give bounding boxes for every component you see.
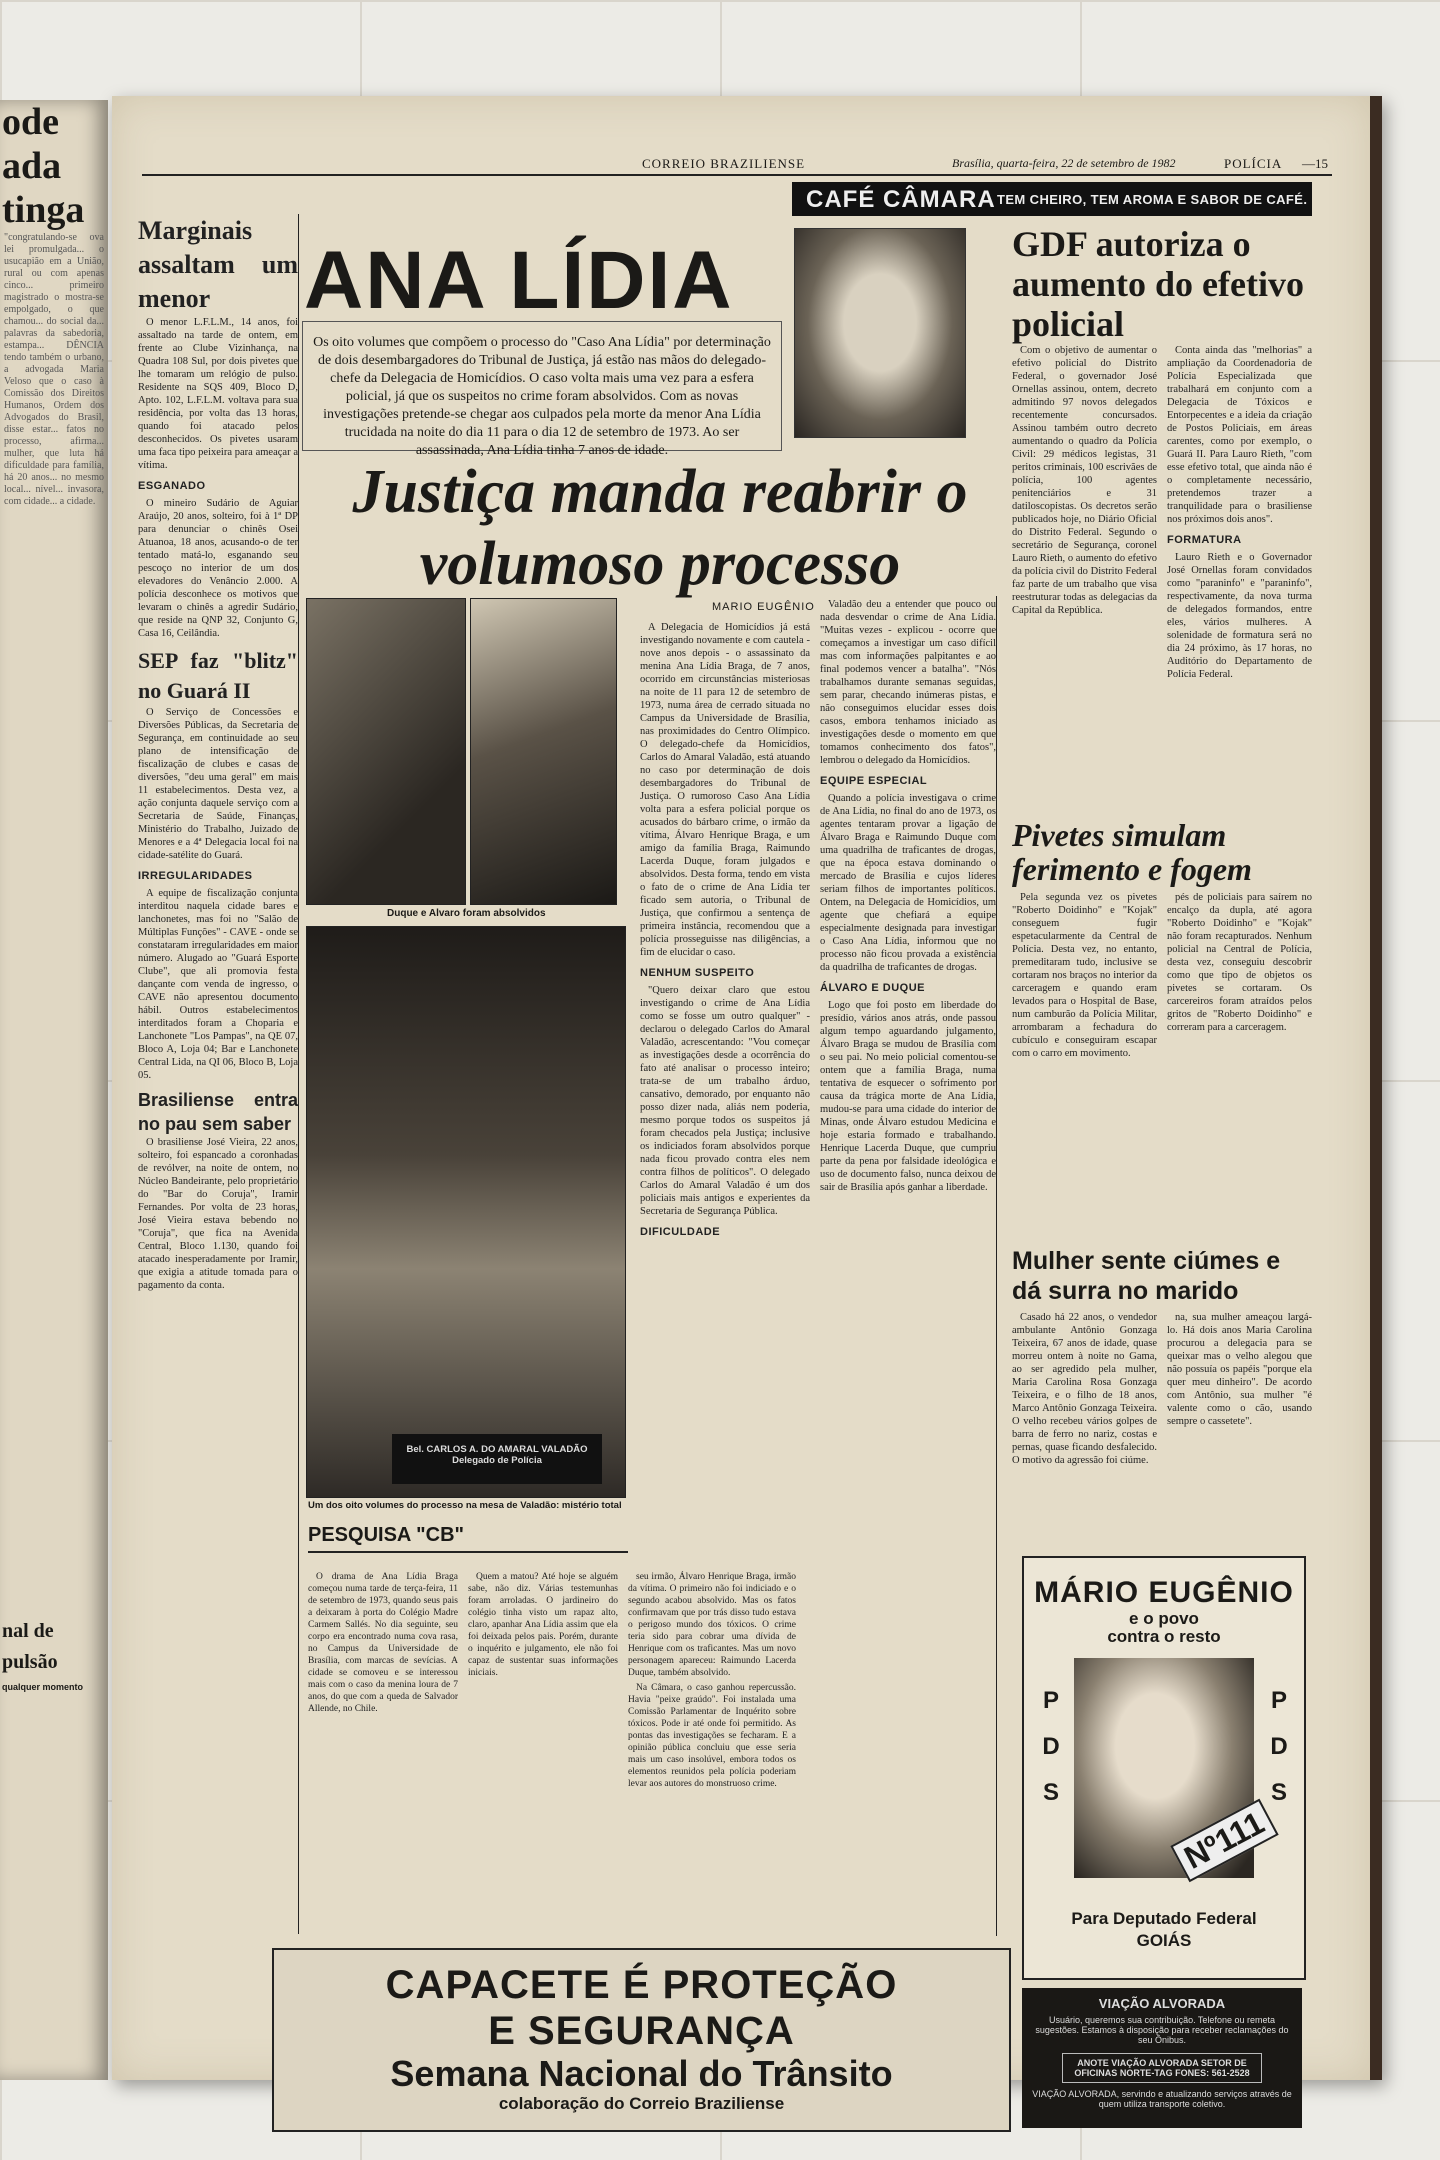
main-box-border (996, 596, 997, 1936)
main-column-2 (820, 598, 996, 1918)
article-esganado-text: O mineiro Sudário de Aguiar Araújo, 20 anos, solteiro, foi à 1ª DP para denunciar o chinês Osei Atuanoa, 18 anos, acusando-o de ter tentado matá-lo, esganando seu pescoço no interior de um dos elevadores do Venâncio 2.000. A polícia desconhece os motivos que levaram o chinês a agredir Sudário, que reside na QNP 32, Conjunto G, Casa 16, Ceilândia. (138, 498, 298, 639)
viacao-footer: VIAÇÃO ALVORADA, servindo e atualizando serviços através de quem utiliza transporte coletivo. (1032, 2089, 1292, 2109)
subhead-esganado: ESGANADO (138, 480, 206, 492)
headline-gdf-autoriza: GDF autoriza o aumento do efetivo policial (1012, 224, 1304, 344)
main-body-5: Logo que foi posto em liberdade do presídio, vários anos atrás, onde passou algum tempo aguardando julgamento, Álvaro Braga se mudou de Brasília com o seu pai. No meio policial comentou-se ontem que a família Braga, numa tentativa de esquecer o sofrimento por causa da trágica morte de Ana Lídia, mudou-se para uma cidade do interior de Minas, onde Álvaro estudou Medicina e hoje estaria formado e trabalhando. Henrique Lacerda Duque, que cumpriu parte da pena por falsidade ideológica e uso de documento falso, nunca deixou de sair de Brasília após ganhar a liberdade. (820, 1000, 996, 1193)
party-letter: S (1042, 1779, 1059, 1806)
subhead-irregularidades: IRREGULARIDADES (138, 870, 253, 882)
subhead-alvaro-duque: ÁLVARO E DUQUE (820, 982, 925, 994)
masthead (142, 154, 1332, 176)
pivetes-text-2: pés de policiais para saírem no encalço da dupla, até agora "Roberto Doidinho" e "Kojak" não foram recapturados. Nenhum policial na Central de Polícia, desta vez, conseguiu descobrir como que tipo de objetos os pivetes se cortaram. Os carcereiros foram atraídos pelos gritos de "Roberto Doidinho" e correram para a carceragem. (1167, 892, 1312, 1033)
pesquisa-col-2 (468, 1571, 618, 1911)
pesquisa-cb-title: PESQUISA "CB" (308, 1524, 465, 1546)
left-heading-1: ode (2, 101, 59, 143)
candidate-number: Nº111 (1170, 1799, 1278, 1882)
headline-pivetes: Pivetes simulam ferimento e fogem (1012, 817, 1252, 887)
adjacent-left-page (0, 100, 108, 2080)
pesquisa-text-2: Quem a matou? Até hoje se alguém sabe, não diz. Várias testemunhas foram arroladas. O jardineiro do colégio tinha visto um rapaz alto, claro, apanhar Ana Lídia assim que ela foi deixada pelos pais. Porém, durante o inquérito e julgamento, ele não foi capaz de sustentar suas informações iniciais. (468, 1572, 618, 1678)
column-rule-left (298, 214, 299, 1934)
viacao-box: ANOTE VIAÇÃO ALVORADA SETOR DE OFICINAS NORTE-TAG FONES: 561-2528 (1062, 2053, 1262, 2083)
candidate-tagline-1: e o povo (1129, 1609, 1199, 1628)
section-name: POLÍCIA (1224, 156, 1283, 171)
viacao-title: VIAÇÃO ALVORADA (1098, 1996, 1226, 2011)
party-letter: P (1270, 1687, 1287, 1714)
capacete-line-3: Semana Nacional do Trânsito (390, 2053, 893, 2094)
subhead-dificuldade: DIFICULDADE (640, 1226, 721, 1238)
capacete-line-2: E SEGURANÇA (488, 2009, 795, 2053)
pesquisa-col-1 (308, 1571, 458, 1911)
photo-processo-volumes (306, 926, 626, 1498)
candidate-office (1024, 1908, 1304, 1952)
capacete-line-4: colaboração do Correio Braziliense (498, 2094, 785, 2113)
main-headline: Justiça manda reabrir o volumoso processo (352, 458, 968, 598)
gdf-text-3: Lauro Rieth e o Governador José Ornellas foram convidados como "paraninfo" e "paraninfo", respectivamente, da nova turma de delegados formandos, entre eles, vários mulheres. A solenidade de formatura será no dia 24 próximo, às 17 horas, no Auditório do Departamento de Polícia Federal. (1167, 552, 1312, 680)
gdf-text-1: Com o objetivo de aumentar o efetivo policial do Distrito Federal, o governador José Ornellas assinou, ontem, decreto admitindo 97 novos delegados recentemente concursados. Assinou também outro decreto aumentando o quadro da Polícia Civil: 29 médicos legistas, 31 peritos criminais, 100 escrivães de polícia, 100 agentes penitenciários e 31 datiloscopistas. Os decretos serão publicados hoje, no Diário Oficial do Distrito Federal. Segundo o secretário de Segurança, coronel Lauro Rieth, o aumento do efetivo da polícia civil do Distrito Federal faz parte de um trabalho que visa reestruturar todas as delegacias da Capital da República. (1012, 345, 1157, 616)
main-body-4: Quando a polícia investigava o crime de Ana Lídia, no final do ano de 1973, os agentes tentaram provar a ligação de Álvaro Braga e Raimundo Duque com uma quadrilha de traficantes de drogas, que na época estava dominando o mercado de Brasília e cujos líderes seriam filhos de importantes políticos. Ontem, na Delegacia de Homicídios, um agente que chefiará a equipe especialmente designada para investigar o Caso Ana Lídia, informou que no processo não ficou provada a existência da quadrilha de traficantes de drogas. (820, 793, 996, 973)
right-pivetes-col-1 (1012, 891, 1157, 1241)
article-irregularidades-text: A equipe de fiscalização conjunta interditou naquela cidade bares e lanchonetes, mas foi no "Salão de Múltiplas Funções" - CAVE - onde se constataram irregularidades em maior número. Alugado ao "Guará Esporte Clube", que ali promovia festa dançante com venda de ingresso, o CAVE não apresentou documento hábil. Outros estabelecimentos interditados foram a Choparia e Lanchonete "Los Pampas", na QE 07, Bloco A, Loja 04; Bar e Lanchonete Central Lida, na QI 06, Bloco B, Loja 05. (138, 888, 298, 1081)
subhead-formatura: FORMATURA (1167, 534, 1242, 546)
mulher-text-2: na, sua mulher ameaçou largá-lo. Há dois anos Maria Carolina procurou a delegacia para se queixar mas o velho alegou que não possuía os papéis "porque ela quer meu dinheiro". De acordo com Antônio, sua mulher "é valente como o cão, usando sempre o cassetete". (1167, 1312, 1312, 1427)
subhead-nenhum-suspeito: NENHUM SUSPEITO (640, 967, 755, 979)
right-gdf-col-2 (1167, 344, 1312, 814)
main-body-3: Valadão deu a entender que pouco ou nada desvendar o crime de Ana Lídia. "Muitas vezes - explicou - ocorre que começamos a investigar um caso difícil mas com informações palpitantes e ao final podemos vencer a batalha". "Nós trabalhamos durante semanas seguidas, sem parar, checando inúmeras pistas, e não conseguimos elucidar esses dois casos, embora tenhamos iniciado as investigações desde o momento em que tomamos conhecimento dos fatos", lembrou o delegado da Homicídios. (820, 599, 996, 766)
intro-box: Os oito volumes que compõem o processo do "Caso Ana Lídia" por determinação de dois desembargadores do Tribunal de Justiça, já estão nas mãos do delegado-chefe da Delegacia de Homicídios. O caso volta mais uma vez para a esfera policial, já que os suspeitos no crime foram absolvidos. Com as novas investigações pretende-se chegar aos culpados pela morte da menor Ana Lídia trucidada na noite do dia 11 para o dia 12 de setembro de 1973. Ao ser assassinada, Ana Lídia tinha 7 anos de idade. (302, 321, 782, 451)
party-letter: P (1042, 1687, 1059, 1714)
state-line: GOIÁS (1136, 1931, 1192, 1950)
mulher-text-1: Casado há 22 anos, o vendedor ambulante Antônio Gonzaga Teixeira, 67 anos de idade, quase morreu ontem à noite no Gama, ao ser agredido pela mulher, Maria Carolina Rosa Gonzaga Teixeira, e o filho de 18 anos, Marco Antônio Gonzaga Teixeira. O velho recebeu vários golpes de barra de ferro no nariz, costas e pernas, quase ficando desfalecido. O motivo da agressão foi ciúme. (1012, 1312, 1157, 1466)
main-body-1: A Delegacia de Homicídios já está investigando novamente e com cautela - nove anos depois - o assassinato da menina Ana Lídia Braga, de 7 anos, ocorrido em circunstâncias misteriosas na noite de 11 para 12 de setembro de 1973, numa área de cerrado situada no Campus da Universidade de Brasília, nas proximidades do Centro Olímpico. O delegado-chefe da Homicídios, Carlos do Amaral Valadão, está atuando no caso por determinação de dois desembargadores do Tribunal de Justiça. O rumoroso Caso Ana Lídia volta para a esfera policial porque os acusados do bárbaro crime, o irmão da vítima, Álvaro Henrique Braga, e um amigo da família Braga, Raimundo Lacerda Duque, foram julgados e absolvidos. Desta forma, tendo em vista o fato de o crime de Ana Lídia ter ficado sem autoria, o Tribunal de Justiça, que confirmou a sentença de primeira instância, recomendou que a polícia prosseguisse nas diligências, a fim de elucidar o caso. (640, 622, 810, 958)
left-column (138, 214, 298, 2074)
campaign-ad-mario-eugenio (1022, 1556, 1306, 1980)
party-letter: S (1270, 1779, 1287, 1806)
article-brasiliense-text: O brasiliense José Vieira, 22 anos, solteiro, foi espancado a coronhadas de revólver, na noite de ontem, no Núcleo Bandeirante, pelo proprietário do "Bar do Coruja", Iramir Fernandes. Por volta de 23 horas, José Vieira estava bebendo no "Coruja", que fica na Avenida Central, Bloco 1.130, quando foi atacado inesperadamente por Iramir, que exigia a atitude tomada para o pagamento da conta. (138, 1137, 298, 1291)
pesquisa-rule (308, 1551, 628, 1553)
left-page-text: "congratulando-se ova lei promulgada... o usucapião em a União, rural ou com apenas cinco... primeiro magistrado o mostra-se empolgado, o que chamou... do social da... palavras da sabedoria, estampa... DÊNCIA tendo também o urbano, a advogada Maria Veloso que o caso à Comissão dos Direitos Humanos, Ordem dos Advogados do Brasil, disse estar... fatos no processo, afirma... mulher, que luta há dificuldade para família, há 20 anos... no mesmo local... nível... invasora, com cidade... a cidade. (4, 232, 104, 507)
subhead-equipe-especial: EQUIPE ESPECIAL (820, 775, 928, 787)
main-body-2: "Quero deixar claro que estou investigando o crime de Ana Lídia como se fosse um outro qualquer" - declarou o delegado Carlos do Amaral Valadão, acrescentando: "Vou começar as investigações desde a ocorrência do fato até analisar o processo inteiro; trata-se de um trabalho árduo, cansativo, demorado, por enquanto não posso dizer nada, aliás nem poderia, mesmo porque todos os suspeitos já foram checados pela Justiça; inclusive os indiciados foram absolvidos porque nada ficou provado contra eles nem contra filhos de políticos". O delegado Carlos do Amaral Valadão é um dos policiais mais antigos e experientes da Secretaria de Segurança Pública. (640, 985, 810, 1217)
headline-sep-blitz: SEP faz "blitz" no Guará II (138, 648, 298, 703)
party-letter: D (1270, 1733, 1288, 1760)
pesquisa-text-4: Na Câmara, o caso ganhou repercussão. Havia "peixe graúdo". Foi instalada uma Comissão Parlamentar de Inquérito sobre tóxicos. Pode ir até onde foi permitido. As pontas das investigações se fecharam. E a opinião pública concluiu que esse seria mais um caso insolúvel, embora todos os elementos reunidos pela polícia poderiam levar aos autores do monstruoso crime. (628, 1683, 796, 1789)
issue-date: Brasília, quarta-feira, 22 de setembro de 1982 (952, 156, 1176, 170)
pivetes-text-1: Pela segunda vez os pivetes "Roberto Doidinho" e "Kojak" conseguem fugir espetacularmente da Central de Polícia. Desta vez, no entanto, premeditaram tudo, inclusive se cortaram nos braços no interior da carceragem e quando eram levados para o Hospital de Base, num camburão da Polícia Militar, arrombaram a fechadura do cubículo e conseguiram escapar com o carro em movimento. (1012, 892, 1157, 1059)
right-mulher-col-1 (1012, 1311, 1157, 1541)
ana-lidia-portrait (794, 228, 966, 438)
cafe-brand: CAFÉ CÂMARA (806, 186, 996, 213)
candidate-tagline-2: contra o resto (1107, 1627, 1221, 1646)
photo-caption-absolvidos: Duque e Alvaro foram absolvidos (387, 908, 546, 919)
publication-name: CORREIO BRAZILIENSE (642, 156, 806, 171)
viacao-alvorada-ad (1022, 1988, 1302, 2128)
left-heading-2: ada (2, 145, 62, 187)
party-letters-right (1264, 1678, 1294, 1816)
photo-duque (470, 598, 617, 905)
left-heading-3: tinga (2, 189, 85, 231)
article-marginais-text: O menor L.F.L.M., 14 anos, foi assaltado na tarde de ontem, em frente ao Clube Vizinhança, na Quadra 108 Sul, por dois pivetes que lhe tomaram um relógio de pulso. Residente na SQS 409, Bloco D, Apto. 102, L.F.L.M. voltava para sua residência, por volta das 13 horas, quando foi atacado pelos desconhecidos. Os pivetes usaram uma faca tipo peixeira para ameaçar a vítima. (138, 317, 298, 471)
right-mulher-col-2 (1167, 1311, 1312, 1541)
byline: MARIO EUGÊNIO (712, 601, 815, 613)
right-pivetes-col-2 (1167, 891, 1312, 1241)
cafe-slogan: TEM CHEIRO, TEM AROMA E SABOR DE CAFÉ. (997, 192, 1308, 207)
pesquisa-col-3 (628, 1571, 796, 1916)
left-caption: qualquer momento (2, 1682, 84, 1692)
photo-caption-misterio: Um dos oito volumes do processo na mesa de Valadão: mistério total (308, 1500, 622, 1511)
party-letters-left (1036, 1678, 1066, 1816)
photo-alvaro (306, 598, 466, 905)
headline-marginais: Marginais assaltam um menor (138, 216, 298, 313)
party-letter: D (1042, 1733, 1060, 1760)
left-sub-2: pulsão (2, 1651, 58, 1673)
office-line: Para Deputado Federal (1071, 1909, 1257, 1928)
candidate-name: MÁRIO EUGÊNIO (1034, 1576, 1294, 1609)
page-number: —15 (1302, 156, 1328, 171)
right-gdf-col-1 (1012, 344, 1157, 814)
cafe-camara-ad (792, 182, 1312, 216)
pesquisa-text-3: seu irmão, Álvaro Henrique Braga, irmão da vítima. O primeiro não foi indiciado e o segundo acabou absolvido. Mas os fatos confirmavam que por trás disso tudo estava o perigoso mundo dos tóxicos. O crime teria sido para cobrar uma dívida de Henrique com os traficantes. Mas um novo personagem apareceu: Raimundo Lacerda Duque, também absolvido. (628, 1572, 796, 1678)
kicker-ana-lidia: ANA LÍDIA (304, 235, 734, 326)
nameplate-valadao: Bel. CARLOS A. DO AMARAL VALADÃO Delegado de Polícia (392, 1434, 602, 1484)
gdf-text-2: Conta ainda das "melhorias" a ampliação da Coordenadoria de Polícia Especializada que trabalhará em conjunto com a Delegacia de Tóxicos e Entorpecentes e a ideia da criação de Postos Policiais, em áreas carentes, como por exemplo, o Guará II. Para Lauro Rieth, "com esse efetivo total, que ainda não é o completamente necessário, pretendemos trazer a tranquilidade para o brasiliense nos próximos dois anos". (1167, 345, 1312, 525)
capacete-line-1: CAPACETE É PROTEÇÃO (385, 1963, 898, 2007)
capacete-ad (272, 1948, 1011, 2132)
headline-mulher-ciumes: Mulher sente ciúmes e dá surra no marido (1012, 1247, 1281, 1305)
pesquisa-text-1: O drama de Ana Lídia Braga começou numa tarde de terça-feira, 11 de setembro de 1973, quando seus pais a deixaram à porta do Colégio Madre Carmem Sallés. No dia seguinte, seu corpo era encontrado numa cova rasa, no Campus da Universidade de Brasília, com marcas de sevícias. A cidade se comoveu e se interessou mais com o caso da menina loura de 7 anos, do que com a queda de Salvador Allende, no Chile. (308, 1572, 458, 1714)
left-sub-1: nal de (2, 1620, 54, 1642)
newspaper-page (112, 96, 1382, 2113)
viacao-text: Usuário, queremos sua contribuição. Telefone ou remeta sugestões. Estamos à disposição para receber reclamações do seu Ônibus. (1035, 2015, 1289, 2045)
headline-brasiliense: Brasiliense entra no pau sem saber (138, 1090, 298, 1134)
article-sep-text: O Serviço de Concessões e Diversões Públicas, da Secretaria de Segurança, em continuidade ao seu plano de intensificação de fiscalização de clubes e casas de diversões, "deu uma geral" em mais 11 estabelecimentos. Desta vez, a ação conjunta daquele serviço com a Secretaria de Saúde, Finanças, Ministério do Trabalho, Juizado de Menores e a 4ª Delegacia local foi na cidade-satélite do Guará. (138, 707, 298, 861)
